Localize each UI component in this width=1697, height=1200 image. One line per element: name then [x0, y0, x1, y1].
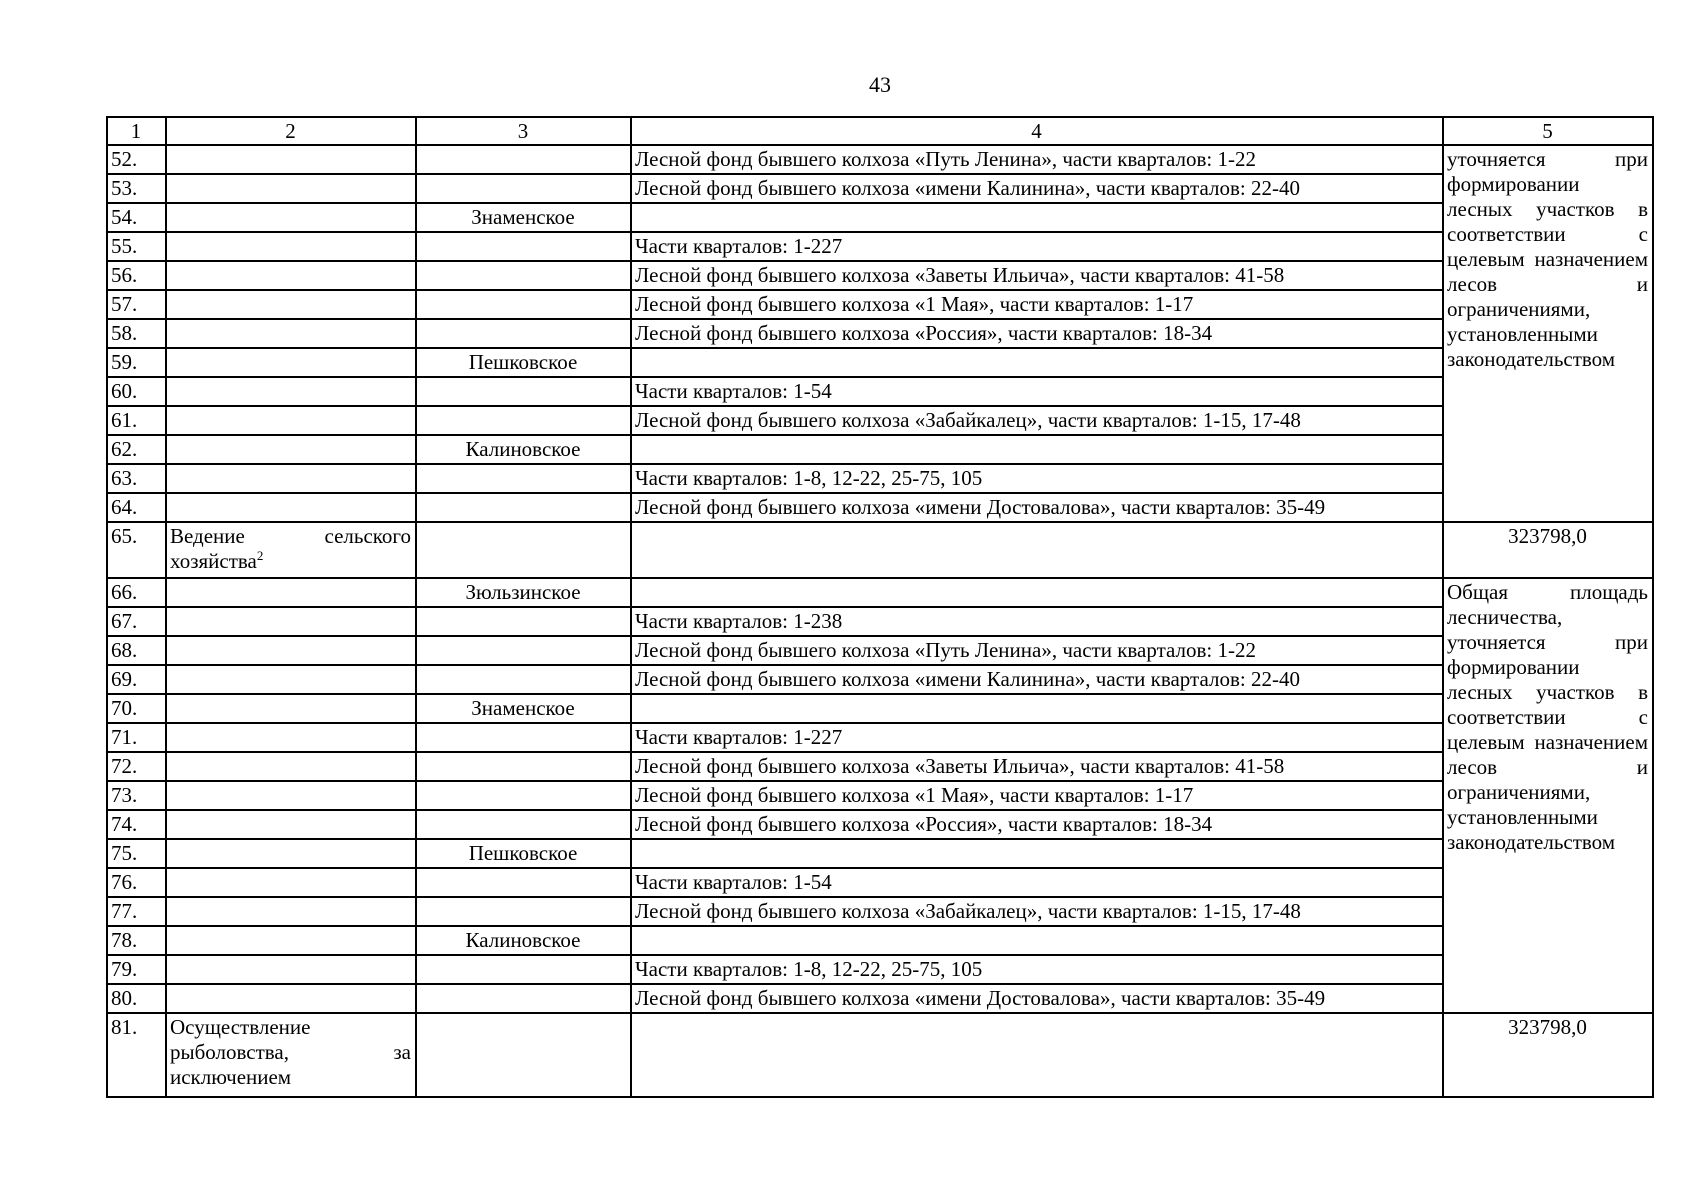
forest-fund-cell: [631, 522, 1443, 578]
activity-row: [107, 1013, 1653, 1097]
activity-cell: [166, 493, 416, 522]
forest-fund-cell: Лесной фонд бывшего колхоза «Заветы Ильича», части кварталов: 41-58: [631, 752, 1443, 781]
table-row: [107, 145, 1653, 174]
forest-fund-cell: [631, 694, 1443, 723]
row-number: 80.: [107, 984, 166, 1013]
forest-fund-cell: Части кварталов: 1-227: [631, 232, 1443, 261]
forestry-district-cell: [416, 810, 631, 839]
table-row: [107, 174, 1653, 203]
forest-fund-cell: Лесной фонд бывшего колхоза «1 Мая», части кварталов: 1-17: [631, 290, 1443, 319]
forest-fund-cell: [631, 926, 1443, 955]
forestry-district-cell: Пешковское: [416, 839, 631, 868]
forest-fund-cell: Лесной фонд бывшего колхоза «имени Калинина», части кварталов: 22-40: [631, 665, 1443, 694]
forest-fund-cell: Части кварталов: 1-238: [631, 607, 1443, 636]
forest-fund-cell: [631, 839, 1443, 868]
activity-cell: [166, 636, 416, 665]
activity-cell: [166, 464, 416, 493]
forest-fund-cell: Лесной фонд бывшего колхоза «Заветы Ильича», части кварталов: 41-58: [631, 261, 1443, 290]
row-number: 58.: [107, 319, 166, 348]
area-note-cell: уточняется при формировании лесных участков в соответствии с целевым назначением лесов и ограничениями, установленными законодательством: [1443, 145, 1653, 522]
forestry-district-cell: [416, 665, 631, 694]
activity-cell: [166, 665, 416, 694]
forest-fund-cell: Лесной фонд бывшего колхоза «имени Достовалова», части кварталов: 35-49: [631, 984, 1443, 1013]
activity-cell: [166, 781, 416, 810]
forestry-district-cell: [416, 984, 631, 1013]
row-number: 57.: [107, 290, 166, 319]
row-number: 75.: [107, 839, 166, 868]
forest-fund-cell: Части кварталов: 1-8, 12-22, 25-75, 105: [631, 955, 1443, 984]
table-row: [107, 578, 1653, 607]
forestry-district-cell: Пешковское: [416, 348, 631, 377]
forestry-district-cell: [416, 493, 631, 522]
activity-cell: [166, 377, 416, 406]
activity-cell: [166, 694, 416, 723]
forest-fund-cell: Лесной фонд бывшего колхоза «имени Калинина», части кварталов: 22-40: [631, 174, 1443, 203]
forestry-district-cell: [416, 377, 631, 406]
activity-cell: [166, 261, 416, 290]
table-row: [107, 406, 1653, 435]
forest-fund-cell: [631, 348, 1443, 377]
activity-type-cell: [166, 1013, 416, 1097]
activity-cell: [166, 926, 416, 955]
row-number: 72.: [107, 752, 166, 781]
activity-cell: [166, 897, 416, 926]
activity-cell: [166, 839, 416, 868]
forestry-district-cell: Калиновское: [416, 435, 631, 464]
activity-cell: [166, 406, 416, 435]
activity-cell: [166, 810, 416, 839]
forestry-district-cell: [416, 406, 631, 435]
row-number: 81.: [107, 1013, 166, 1097]
table-row: [107, 203, 1653, 232]
activity-cell: [166, 752, 416, 781]
row-number: 69.: [107, 665, 166, 694]
forestry-district-cell: [416, 723, 631, 752]
forestry-table: [106, 116, 1654, 1098]
row-number: 78.: [107, 926, 166, 955]
forest-fund-cell: Лесной фонд бывшего колхоза «Путь Ленина», части кварталов: 1-22: [631, 636, 1443, 665]
activity-cell: [166, 319, 416, 348]
row-number: 73.: [107, 781, 166, 810]
table-row: [107, 319, 1653, 348]
row-number: 56.: [107, 261, 166, 290]
header-cell-2: 2: [166, 117, 416, 145]
row-number: 59.: [107, 348, 166, 377]
forest-fund-cell: Лесной фонд бывшего колхоза «Забайкалец», части кварталов: 1-15, 17-48: [631, 897, 1443, 926]
row-number: 64.: [107, 493, 166, 522]
table-row: [107, 348, 1653, 377]
activity-cell: [166, 723, 416, 752]
forest-fund-cell: Лесной фонд бывшего колхоза «имени Достовалова», части кварталов: 35-49: [631, 493, 1443, 522]
forestry-district-cell: [416, 261, 631, 290]
forestry-district-cell: [416, 897, 631, 926]
header-row: [107, 117, 1653, 145]
table-row: [107, 897, 1653, 926]
table-row: [107, 694, 1653, 723]
table-row: [107, 665, 1653, 694]
row-number: 74.: [107, 810, 166, 839]
forestry-district-cell: [416, 174, 631, 203]
table-row: [107, 493, 1653, 522]
table-row: [107, 810, 1653, 839]
forest-fund-cell: Части кварталов: 1-54: [631, 377, 1443, 406]
header-cell-1: 1: [107, 117, 166, 145]
activity-cell: [166, 290, 416, 319]
activity-cell: [166, 203, 416, 232]
table-row: [107, 377, 1653, 406]
table-row: [107, 723, 1653, 752]
activity-cell: [166, 174, 416, 203]
table-row: [107, 868, 1653, 897]
row-number: 77.: [107, 897, 166, 926]
table-body: [107, 117, 1653, 1097]
row-number: 63.: [107, 464, 166, 493]
table-row: [107, 955, 1653, 984]
row-number: 79.: [107, 955, 166, 984]
row-number: 66.: [107, 578, 166, 607]
table-row: [107, 607, 1653, 636]
table-row: [107, 290, 1653, 319]
row-number: 65.: [107, 522, 166, 578]
page-number: 43: [869, 72, 891, 97]
row-number: 68.: [107, 636, 166, 665]
header-cell-5: 5: [1443, 117, 1653, 145]
forestry-district-cell: [416, 290, 631, 319]
forestry-district-cell: [416, 145, 631, 174]
forestry-district-cell: [416, 868, 631, 897]
forest-fund-cell: Части кварталов: 1-227: [631, 723, 1443, 752]
table-row: [107, 781, 1653, 810]
row-number: 60.: [107, 377, 166, 406]
forest-fund-cell: [631, 435, 1443, 464]
table-row: [107, 926, 1653, 955]
activity-cell: [166, 984, 416, 1013]
table-row: [107, 232, 1653, 261]
row-number: 76.: [107, 868, 166, 897]
row-number: 54.: [107, 203, 166, 232]
forestry-district-cell: [416, 781, 631, 810]
forest-fund-cell: Лесной фонд бывшего колхоза «Путь Ленина», части кварталов: 1-22: [631, 145, 1443, 174]
row-number: 61.: [107, 406, 166, 435]
area-value-cell: 323798,0: [1443, 522, 1653, 578]
activity-cell: [166, 435, 416, 464]
forest-fund-cell: [631, 578, 1443, 607]
activity-type-text: Ведение сельского хозяйства: [170, 524, 411, 573]
row-number: 52.: [107, 145, 166, 174]
header-cell-3: 3: [416, 117, 631, 145]
activity-cell: [166, 578, 416, 607]
forestry-district-cell: Знаменское: [416, 203, 631, 232]
footnote-marker: 2: [256, 548, 264, 563]
row-number: 67.: [107, 607, 166, 636]
forestry-district-cell: [416, 319, 631, 348]
activity-cell: [166, 955, 416, 984]
forestry-district-cell: [416, 464, 631, 493]
forest-fund-cell: Части кварталов: 1-54: [631, 868, 1443, 897]
forestry-district-cell: Знаменское: [416, 694, 631, 723]
forest-fund-cell: Лесной фонд бывшего колхоза «Забайкалец», части кварталов: 1-15, 17-48: [631, 406, 1443, 435]
forest-fund-cell: [631, 1013, 1443, 1097]
table-row: [107, 435, 1653, 464]
row-number: 55.: [107, 232, 166, 261]
table-row: [107, 636, 1653, 665]
row-number: 53.: [107, 174, 166, 203]
forestry-district-cell: [416, 232, 631, 261]
forest-fund-cell: Лесной фонд бывшего колхоза «Россия», части кварталов: 18-34: [631, 319, 1443, 348]
forestry-district-cell: [416, 522, 631, 578]
forest-fund-cell: [631, 203, 1443, 232]
row-number: 62.: [107, 435, 166, 464]
forestry-district-cell: Зюльзинское: [416, 578, 631, 607]
table-row: [107, 984, 1653, 1013]
forestry-district-cell: [416, 752, 631, 781]
activity-cell: [166, 232, 416, 261]
activity-cell: [166, 607, 416, 636]
activity-cell: [166, 348, 416, 377]
forest-fund-cell: Лесной фонд бывшего колхоза «Россия», части кварталов: 18-34: [631, 810, 1443, 839]
activity-cell: [166, 145, 416, 174]
activity-row: [107, 522, 1653, 578]
row-number: 71.: [107, 723, 166, 752]
forestry-district-cell: [416, 1013, 631, 1097]
table-row: [107, 839, 1653, 868]
forestry-district-cell: [416, 607, 631, 636]
forest-fund-cell: Лесной фонд бывшего колхоза «1 Мая», части кварталов: 1-17: [631, 781, 1443, 810]
header-cell-4: 4: [631, 117, 1443, 145]
row-number: 70.: [107, 694, 166, 723]
activity-type-text: Осуществление рыболовства, за исключением: [170, 1015, 411, 1089]
forest-fund-cell: Части кварталов: 1-8, 12-22, 25-75, 105: [631, 464, 1443, 493]
table-row: [107, 261, 1653, 290]
area-value-cell: 323798,0: [1443, 1013, 1653, 1097]
forestry-district-cell: [416, 955, 631, 984]
table-row: [107, 752, 1653, 781]
area-note-cell: Общая площадь лесничества, уточняется при формировании лесных участков в соответствии с целевым назначением лесов и ограничениями, установленными законодательством: [1443, 578, 1653, 1013]
activity-cell: [166, 868, 416, 897]
activity-type-cell: [166, 522, 416, 578]
forestry-district-cell: Калиновское: [416, 926, 631, 955]
forestry-district-cell: [416, 636, 631, 665]
table-row: [107, 464, 1653, 493]
